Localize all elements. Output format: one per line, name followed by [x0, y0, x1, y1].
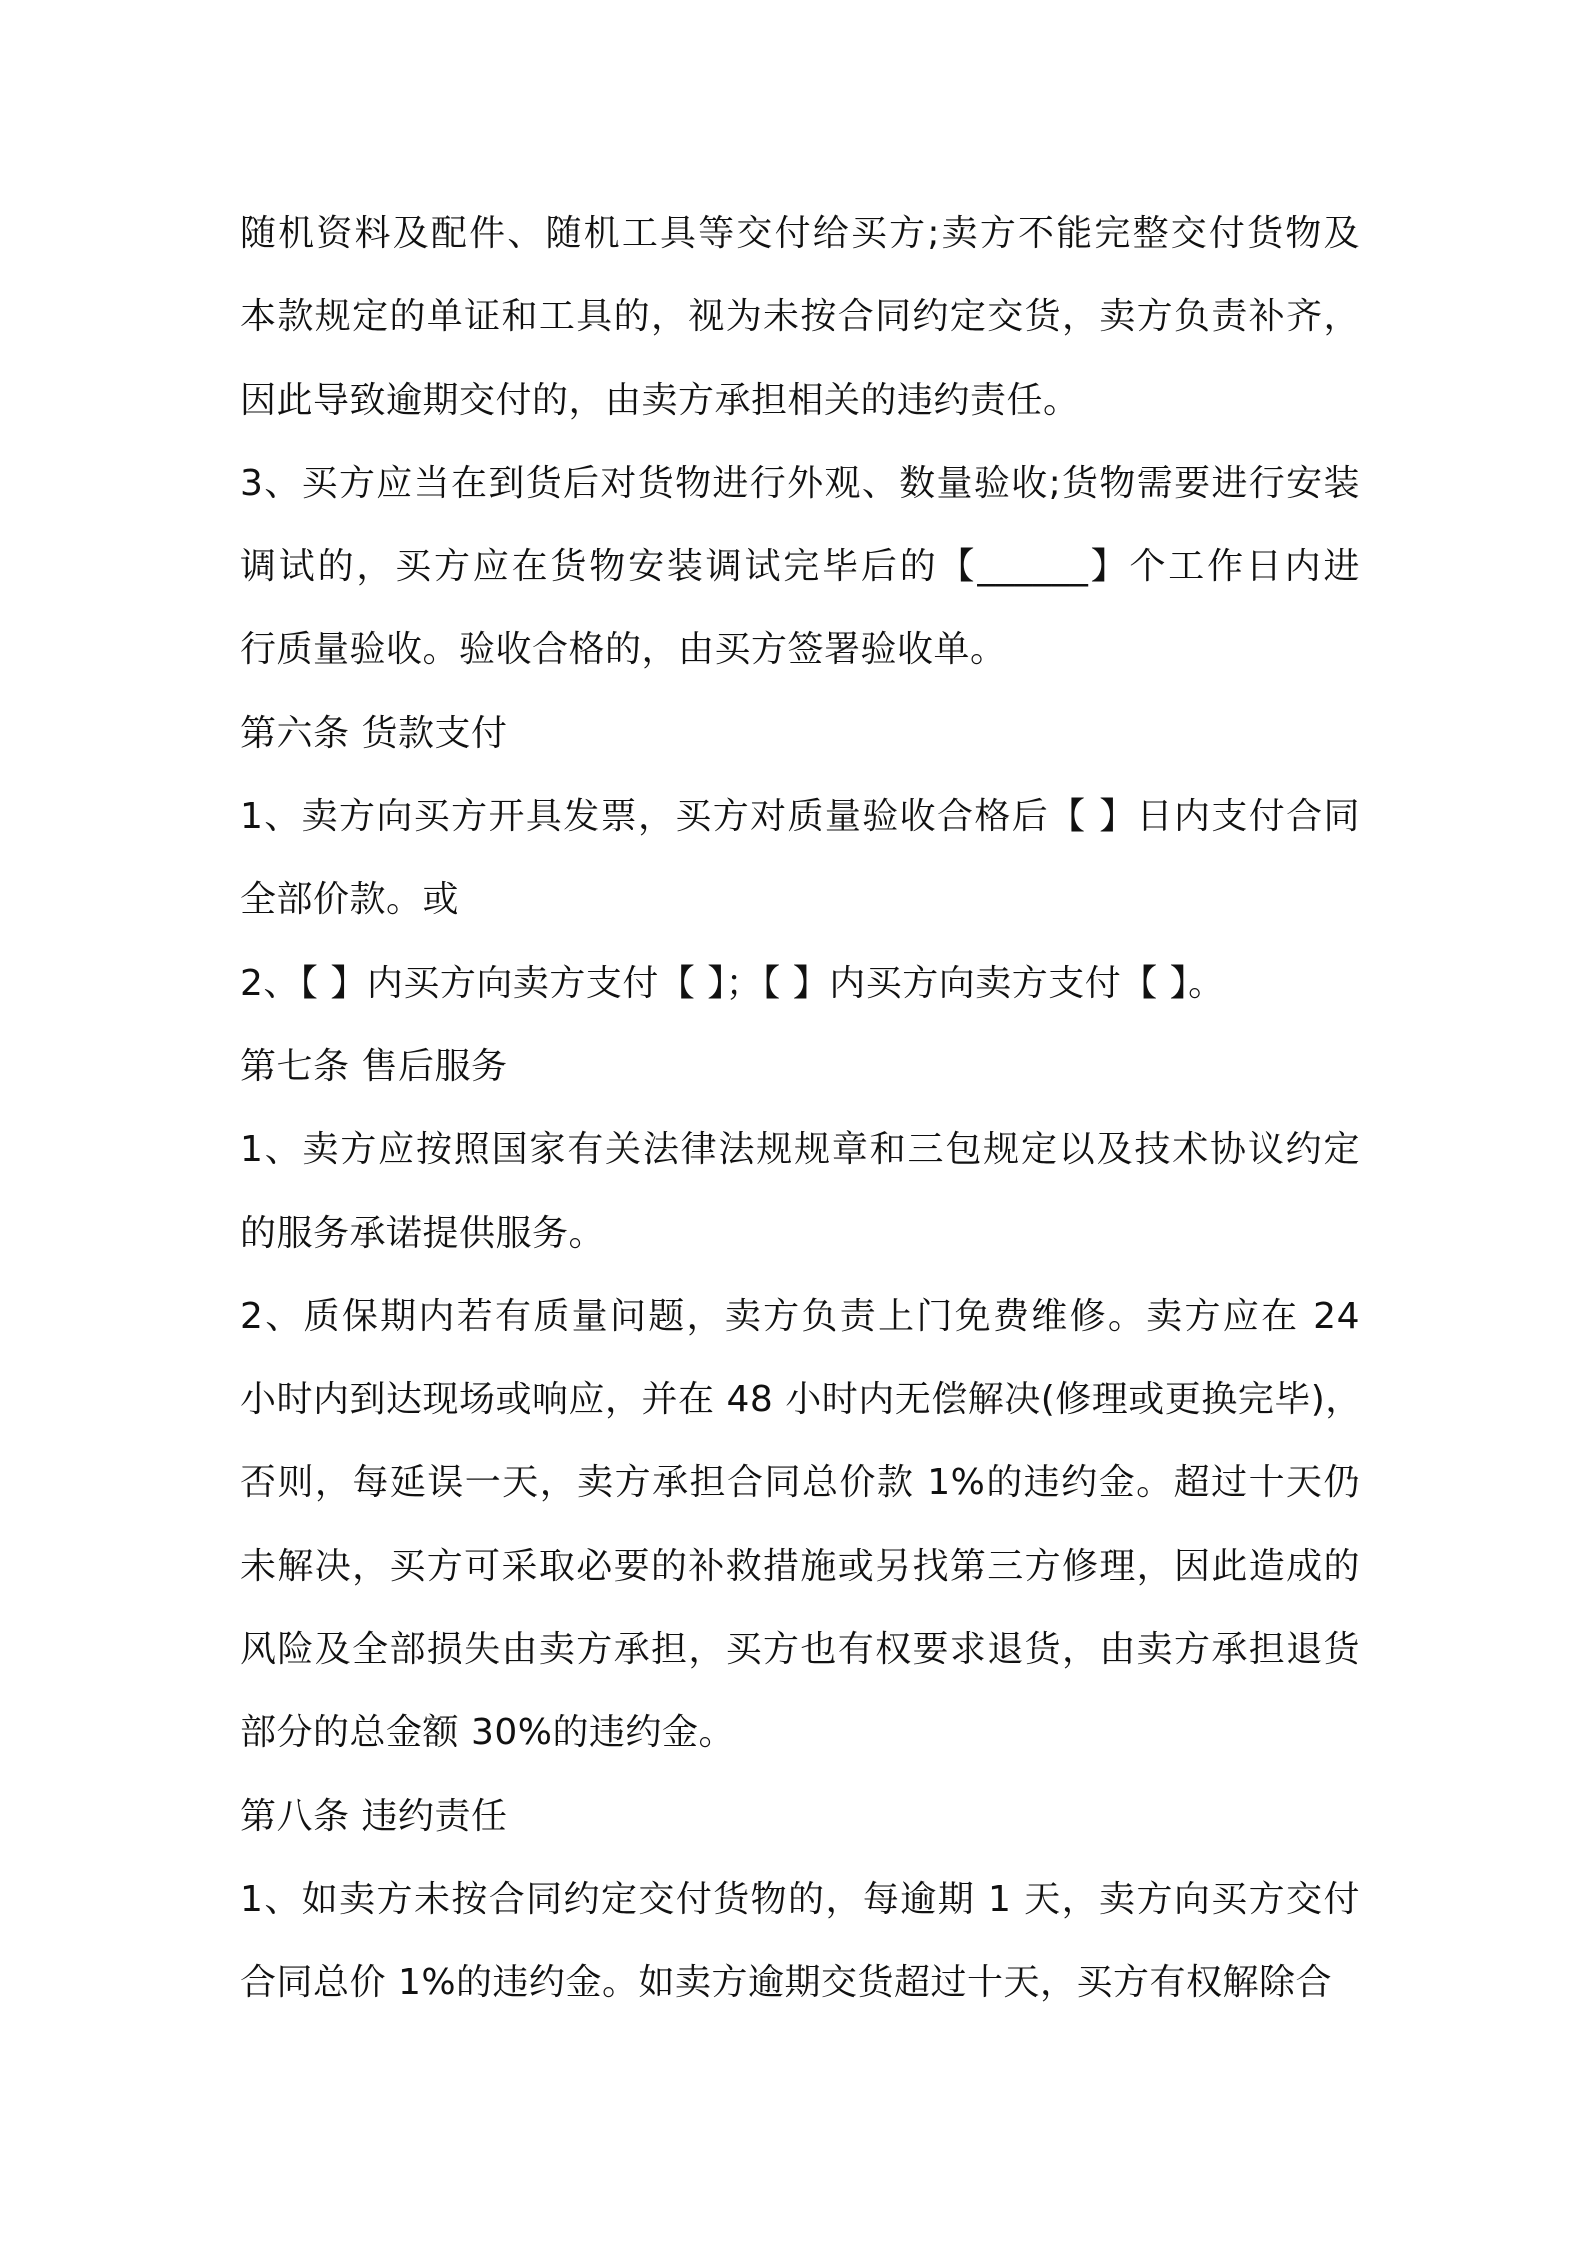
document-body	[240, 192, 1360, 2025]
text-line: 行质量验收。验收合格的，由买方签署验收单。	[240, 629, 1007, 671]
text-line: 否则，每延误一天，卖方承担合同总价款 1%的违约金。超过十天仍	[240, 1462, 1360, 1504]
text-line: 的服务承诺提供服务。	[240, 1212, 606, 1254]
text-line: 部分的总金额 30%的违约金。	[240, 1712, 735, 1754]
paragraph	[240, 192, 1360, 442]
text-line: 全部价款。或	[240, 879, 460, 921]
text-line: 本款规定的单证和工具的，视为未按合同约定交货，卖方负责补齐，	[240, 296, 1360, 338]
text-line: 2、【 】内买方向卖方支付【 】；【 】内买方向卖方支付【 】。	[240, 962, 1225, 1004]
section-heading	[240, 1025, 1360, 1108]
text-line: 小时内到达现场或响应，并在 48 小时内无偿解决(修理或更换完毕)，	[240, 1379, 1362, 1421]
text-line: 2、质保期内若有质量问题，卖方负责上门免费维修。卖方应在 24	[240, 1295, 1360, 1337]
paragraph	[240, 1858, 1360, 2025]
heading-text: 第六条 货款支付	[240, 712, 508, 754]
paragraph	[240, 442, 1360, 692]
paragraph	[240, 1108, 1360, 1275]
text-line: 1、卖方向买方开具发票，买方对质量验收合格后【 】日内支付合同	[240, 796, 1360, 838]
paragraph	[240, 1275, 1360, 1775]
text-line: 1、如卖方未按合同约定交付货物的，每逾期 1 天，卖方向买方交付	[240, 1878, 1360, 1920]
heading-text: 第七条 售后服务	[240, 1045, 508, 1087]
text-line: 未解决，买方可采取必要的补救措施或另找第三方修理，因此造成的	[240, 1545, 1360, 1587]
paragraph	[240, 775, 1360, 942]
section-heading	[240, 692, 1360, 775]
text-line: 1、卖方应按照国家有关法律法规规章和三包规定以及技术协议约定	[240, 1129, 1360, 1171]
text-line: 风险及全部损失由卖方承担，买方也有权要求退货，由卖方承担退货	[240, 1629, 1360, 1671]
text-line: 随机资料及配件、随机工具等交付给买方;卖方不能完整交付货物及	[240, 213, 1360, 254]
text-line: 因此导致逾期交付的，由卖方承担相关的违约责任。	[240, 379, 1080, 421]
text-line: 调试的，买方应在货物安装调试完毕后的【______】个工作日内进	[240, 546, 1360, 588]
text-line: 合同总价 1%的违约金。如卖方逾期交货超过十天，买方有权解除合	[240, 1962, 1333, 2004]
section-heading	[240, 1775, 1360, 1858]
heading-text: 第八条 违约责任	[240, 1795, 508, 1837]
paragraph	[240, 942, 1360, 1025]
text-line: 3、买方应当在到货后对货物进行外观、数量验收;货物需要进行安装	[240, 462, 1360, 504]
